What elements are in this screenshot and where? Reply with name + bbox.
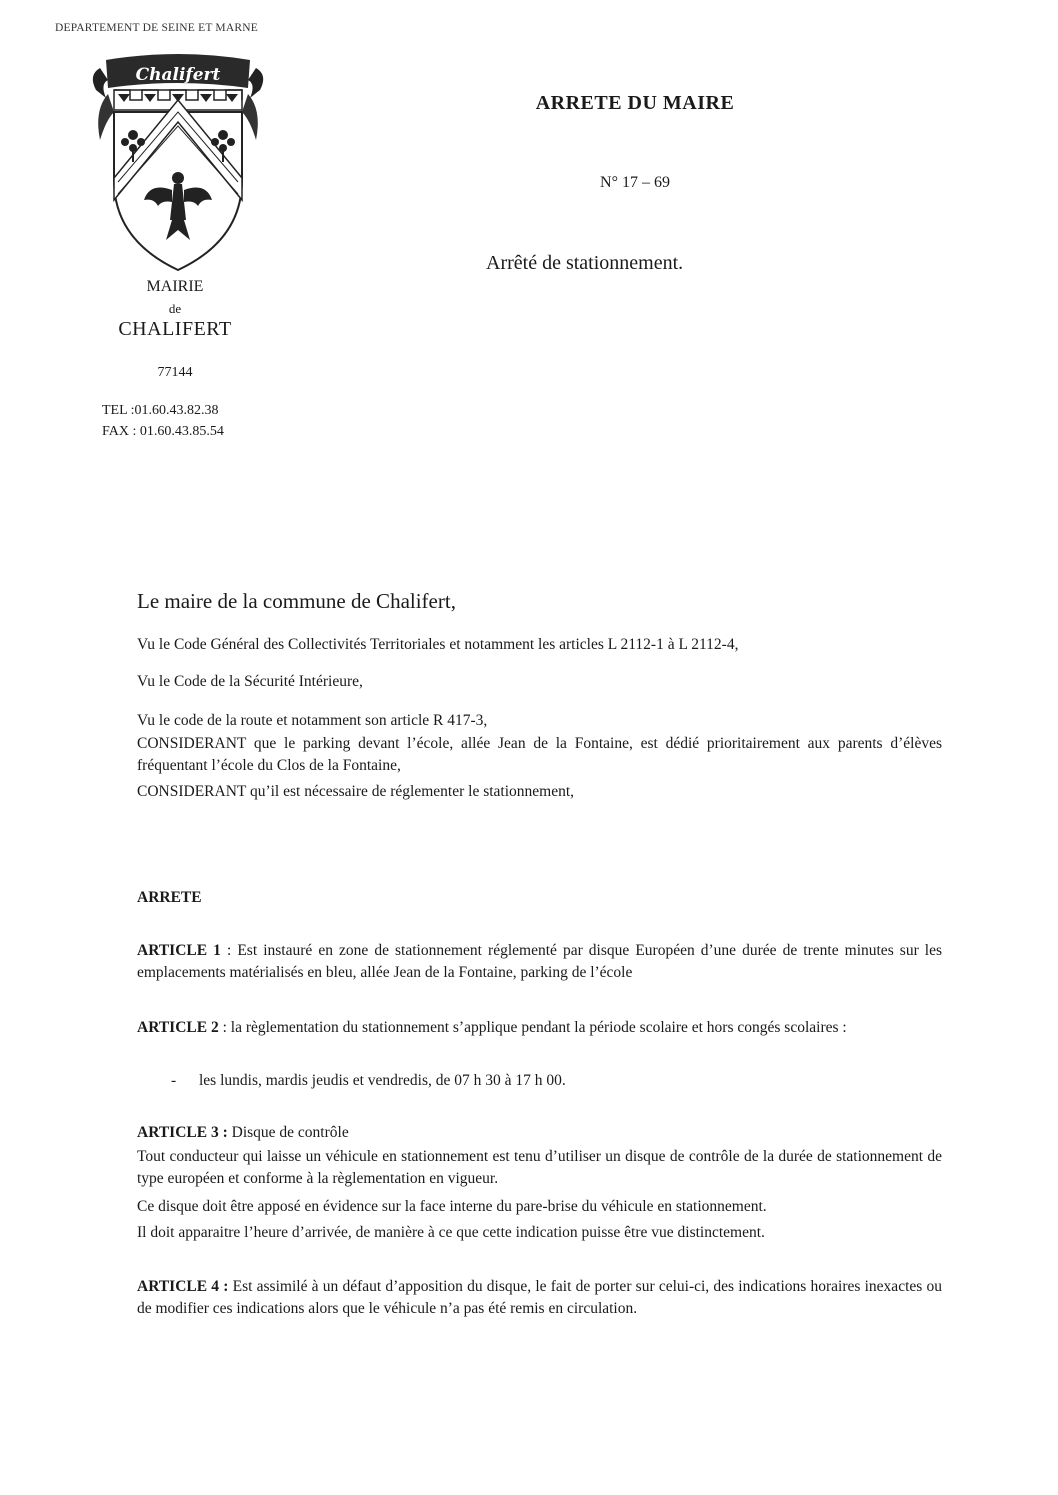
document-number: N° 17 – 69 bbox=[600, 174, 670, 191]
arrete-heading: ARRETE bbox=[137, 889, 202, 906]
fax-number: FAX : 01.60.43.85.54 bbox=[102, 424, 224, 439]
article-3-label: ARTICLE 3 : bbox=[137, 1124, 228, 1141]
commune-name: CHALIFERT bbox=[118, 318, 232, 340]
bullet-dash: - bbox=[171, 1072, 177, 1089]
article-4-label: ARTICLE 4 : bbox=[137, 1278, 229, 1295]
article-2-bullet-text: les lundis, mardis jeudis et vendredis, de 07 h 30 à 17 h 00. bbox=[199, 1072, 566, 1089]
mairie-label: MAIRIE bbox=[146, 278, 204, 295]
article-3-paragraph-3: Il doit apparaitre l’heure d’arrivée, de manière à ce que cette indication puisse être vue distinctement. bbox=[137, 1224, 765, 1241]
article-1-label: ARTICLE 1 bbox=[137, 942, 221, 959]
article-3-heading bbox=[137, 1122, 942, 1144]
article-3-paragraph-2: Ce disque doit être apposé en évidence sur la face interne du pare-brise du véhicule en stationnement. bbox=[137, 1198, 767, 1215]
document-title: ARRETE DU MAIRE bbox=[535, 92, 735, 114]
article-2-bullet bbox=[137, 1070, 976, 1092]
preamble-considerant-1: CONSIDERANT que le parking devant l’école, allée Jean de la Fontaine, est dédié prioritairement aux parents d’élèves fréquentant l’école du Clos de la Fontaine, bbox=[137, 735, 942, 774]
article-2 bbox=[137, 1017, 942, 1039]
article-4-text: Est assimilé à un défaut d’apposition du disque, le fait de porter sur celui-ci, des indications horaires inexactes ou de modifier ces indications alors que le véhicule n’a pas été remis en circulation. bbox=[137, 1278, 943, 1317]
mairie-de-label: de bbox=[168, 301, 182, 316]
document-subject: Arrêté de stationnement. bbox=[486, 252, 684, 274]
preamble-vu-cgct: Vu le Code Général des Collectivités Territoriales et notamment les articles L 2112-1 à L 2112-4, bbox=[137, 636, 739, 653]
department-name: DEPARTEMENT DE SEINE ET MARNE bbox=[55, 22, 258, 34]
postcode: 77144 bbox=[157, 365, 193, 380]
coat-of-arms-icon bbox=[88, 50, 268, 275]
article-1 bbox=[137, 940, 942, 984]
article-1-text: : Est instauré en zone de stationnement réglementé par disque Européen d’une durée de trente minutes sur les emplacements matérialisés en bleu, allée Jean de la Fontaine, parking de l’école bbox=[137, 942, 943, 981]
article-3-paragraph-1: Tout conducteur qui laisse un véhicule en stationnement est tenu d’utiliser un disque de contrôle de la durée de stationnement de type européen et conforme à la règlementation en vigueur. bbox=[137, 1148, 942, 1187]
article-2-label: ARTICLE 2 bbox=[137, 1019, 219, 1036]
article-2-text: : la règlementation du stationnement s’applique pendant la période scolaire et hors congés scolaires : bbox=[218, 1019, 847, 1036]
preamble-considerant-2: CONSIDERANT qu’il est nécessaire de réglementer le stationnement, bbox=[137, 783, 575, 800]
preamble-vu-securite: Vu le Code de la Sécurité Intérieure, bbox=[137, 673, 363, 690]
preamble-vu-route: Vu le code de la route et notamment son article R 417-3, bbox=[137, 712, 488, 729]
preamble-opening: Le maire de la commune de Chalifert, bbox=[137, 589, 456, 613]
telephone: TEL :01.60.43.82.38 bbox=[102, 403, 219, 418]
article-3-title: Disque de contrôle bbox=[227, 1124, 349, 1141]
article-4 bbox=[137, 1276, 942, 1320]
svg-text:Chalifert: Chalifert bbox=[135, 65, 221, 85]
